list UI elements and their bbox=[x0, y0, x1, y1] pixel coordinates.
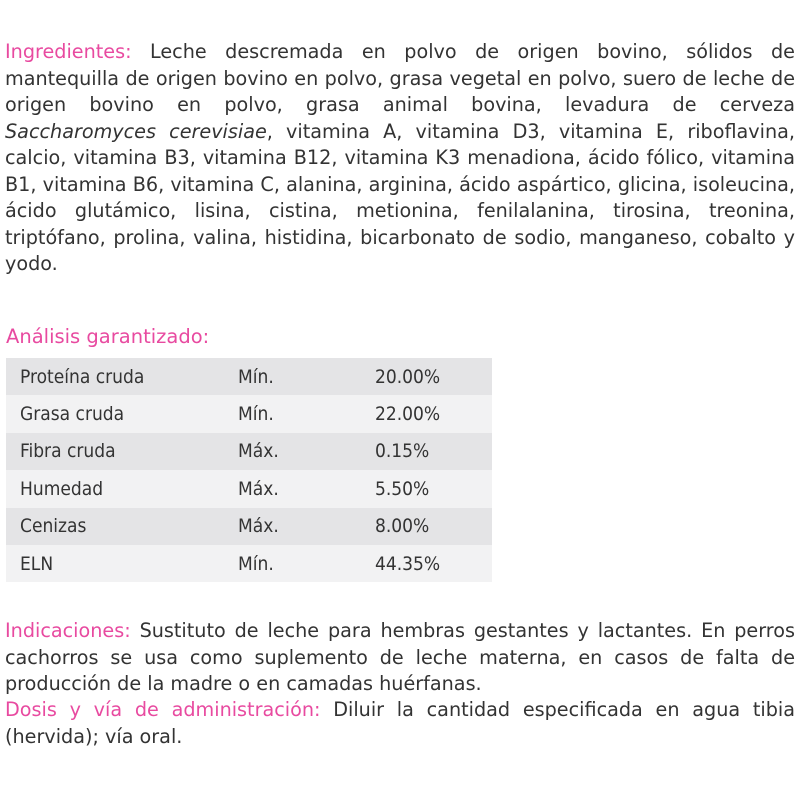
ingredients-text-continued: , vitamina A, vitamina D3, vitamina E, riboflavina, calcio, vitamina B3, vitamina B12, vitamina K3 menadiona, ácido fólico, vitamina B1, vitamina B6, vitamina C, alanina, arginina, ácido aspártico, glicina, isoleucina, ácido glutámico, lisina, cistina, metionina, fenilalanina, tirosina, treonina, triptófano, prolina, valina, histidina, bicarbonato de sodio, manganeso, cobalto y yodo. bbox=[5, 119, 796, 275]
analysis-table bbox=[6, 358, 492, 582]
analysis-value: 22.00% bbox=[375, 403, 441, 426]
analysis-value: 20.00% bbox=[375, 365, 441, 388]
indications-text: Sustituto de leche para hembras gestantes y lactantes. En perros cachorros se usa como suplemento de leche materna, en casos de falta de producción de la madre o en camadas huérfanas. bbox=[5, 619, 795, 695]
indications-label: Indicaciones: bbox=[5, 619, 131, 642]
analysis-nutrient: Proteína cruda bbox=[20, 365, 145, 388]
table-row bbox=[6, 358, 492, 395]
analysis-qualifier: Mín. bbox=[238, 365, 274, 388]
analysis-value: 8.00% bbox=[375, 515, 430, 538]
analysis-qualifier: Mín. bbox=[238, 403, 274, 426]
table-row bbox=[6, 395, 492, 432]
dosage-text: Diluir la cantidad especificada en agua tibia (hervida); vía oral. bbox=[5, 698, 795, 748]
table-row bbox=[6, 508, 492, 545]
table-row bbox=[6, 545, 492, 582]
table-row bbox=[6, 433, 492, 470]
dosage-label: Dosis y vía de administración: bbox=[5, 698, 321, 721]
analysis-value: 0.15% bbox=[375, 440, 430, 463]
analysis-qualifier: Máx. bbox=[238, 440, 279, 463]
analysis-qualifier: Mín. bbox=[238, 552, 274, 575]
dosage-paragraph bbox=[5, 697, 795, 750]
analysis-nutrient: Humedad bbox=[20, 477, 104, 500]
analysis-value: 5.50% bbox=[375, 477, 430, 500]
analysis-value: 44.35% bbox=[375, 552, 441, 575]
ingredients-italic-species: Saccharomyces cerevisiae bbox=[5, 119, 267, 143]
analysis-title: Análisis garantizado: bbox=[6, 325, 210, 348]
analysis-nutrient: ELN bbox=[20, 552, 54, 575]
analysis-nutrient: Grasa cruda bbox=[20, 403, 125, 426]
table-row bbox=[6, 470, 492, 507]
indications-paragraph bbox=[5, 618, 795, 698]
ingredients-paragraph bbox=[5, 39, 795, 278]
analysis-nutrient: Cenizas bbox=[20, 515, 87, 538]
analysis-nutrient: Fibra cruda bbox=[20, 440, 116, 463]
analysis-qualifier: Máx. bbox=[238, 477, 279, 500]
ingredients-text: Leche descremada en polvo de origen bovino, sólidos de mantequilla de origen bovino en polvo, grasa vegetal en polvo, suero de leche de origen bovino en polvo, grasa animal bovina, levadura de cerveza bbox=[5, 40, 795, 116]
analysis-qualifier: Máx. bbox=[238, 515, 279, 538]
ingredients-label: Ingredientes: bbox=[5, 40, 132, 63]
